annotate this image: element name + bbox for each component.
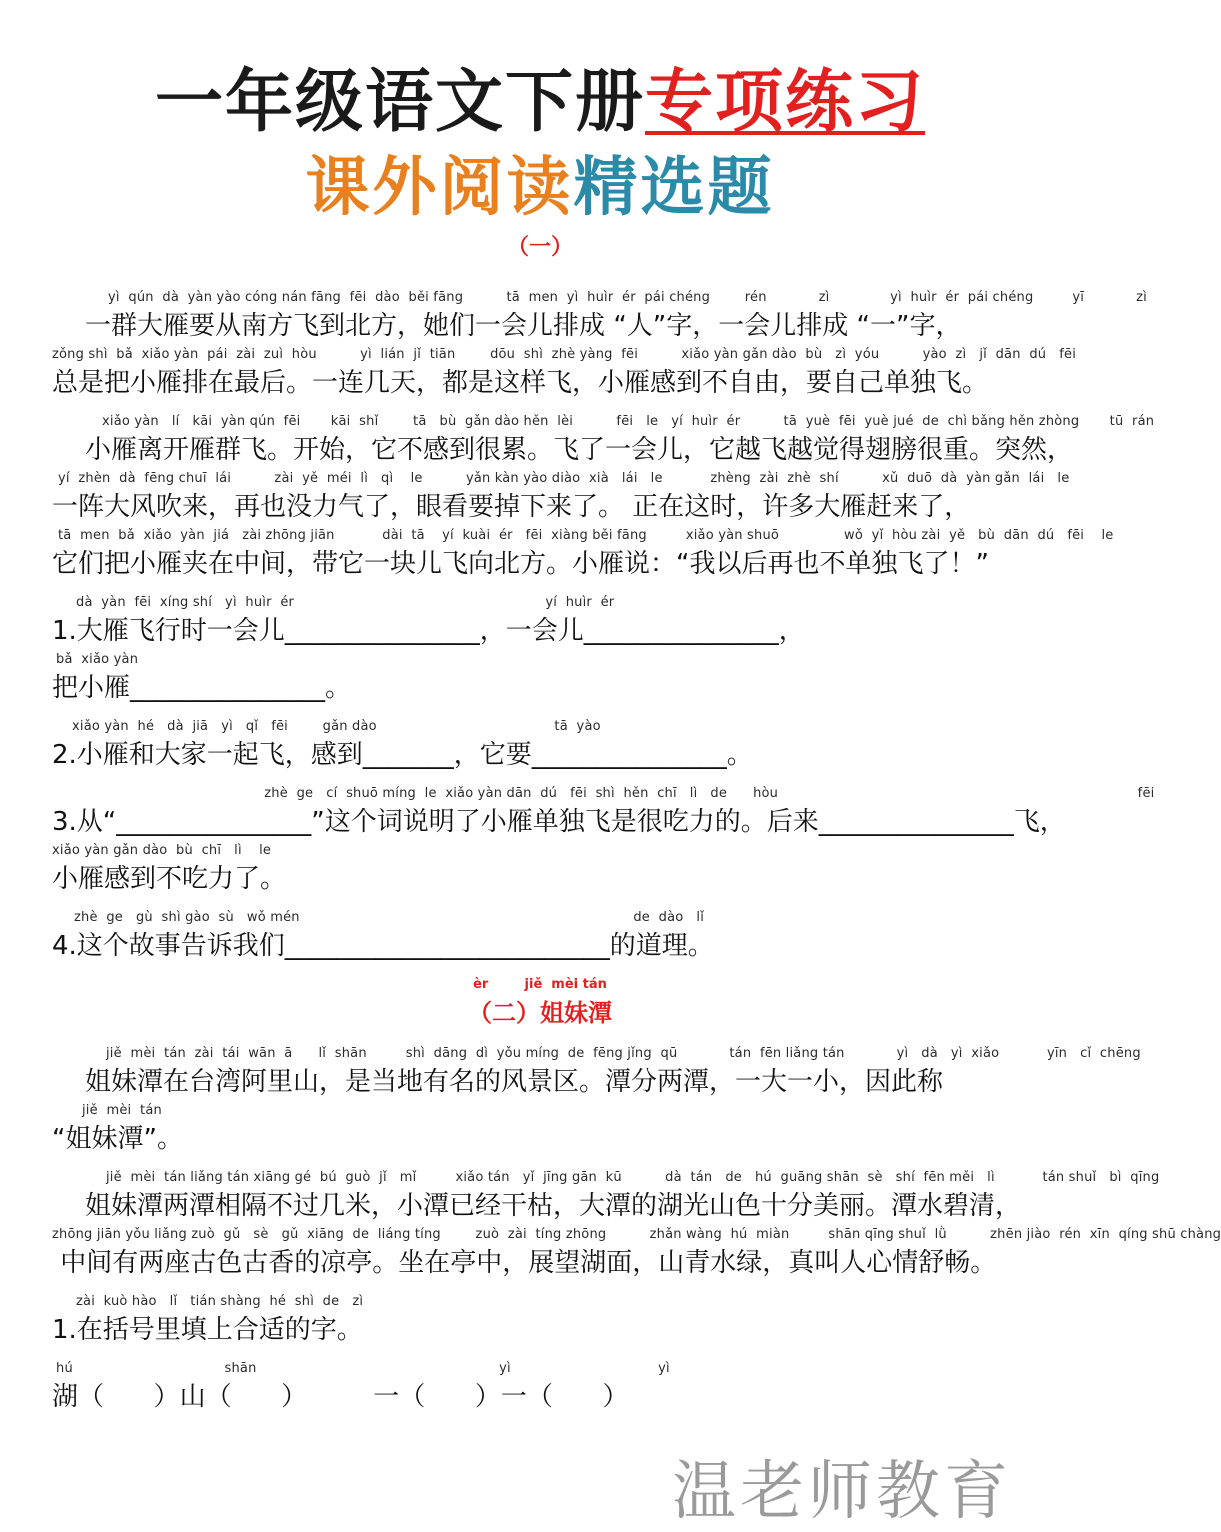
passage-line: 姐妹潭两潭相隔不过几米，小潭已经干枯，大潭的湖光山色十分美丽。潭水碧清， [52,1191,1022,1221]
pinyin-line: yí zhèn dà fēng chuī lái zài yě méi lì qì le yǎn kàn yào diào xià lái le zhèng zài zhè shí xǔ duō dà yàn gǎn lái le [58,471,1070,486]
question-1-cont: 把小雁_______________。 [52,673,352,703]
pinyin-line: zài kuò hào lǐ tián shàng hé shì de zì [76,1294,364,1309]
passage-line: 一阵大风吹来，再也没力气了，眼看要掉下来了。 正在这时，许多大雁赶来了， [52,492,971,522]
passage-line: 中间有两座古色古香的凉亭。坐在亭中，展望湖面，山青水绿，真叫人心情舒畅。 [52,1248,997,1278]
passage-line: 小雁离开雁群飞。开始，它不感到很累。飞了一会儿，它越飞越觉得翅膀很重。突然， [52,435,1074,465]
passage-line: 它们把小雁夹在中间，带它一块儿飞向北方。小雁说：“我以后再也不单独飞了！” [52,549,989,579]
pinyin-line: hú shān yì yì [56,1361,670,1376]
watermark: 温老师教育 [672,1455,1012,1529]
subtitle-char: 课 [305,151,373,225]
pinyin-line: zhè ge gù shì gào sù wǒ mén de dào lǐ [74,910,705,925]
passage-line: 总是把小雁排在最后。一连几天，都是这样飞，小雁感到不自由，要自己单独飞。 [52,368,989,398]
subtitle-char: 外 [372,151,440,225]
pinyin-line: zhōng jiān yǒu liǎng zuò gǔ sè gǔ xiāng de liáng tíng zuò zài tíng zhōng zhǎn wàng hú miàn shān qīng shuǐ lǜ zhēn jiào rén xīn qíng shū chàng [52,1227,1221,1242]
pinyin-line: zǒng shì bǎ xiǎo yàn pái zài zuì hòu yì lián jǐ tiān dōu shì zhè yàng fēi xiǎo yàn gǎn dào bù zì yóu yào zì jǐ dān dú fēi [52,347,1076,362]
pinyin-line: jiě mèi tán zài tái wān ā lǐ shān shì dāng dì yǒu míng de fēng jǐng qū tán fēn liǎng tán yì dà yì xiǎo yīn cǐ chēng [106,1046,1141,1061]
subtitle-char: 阅 [439,151,507,225]
question-3-cont: 小雁感到不吃力了。 [52,864,287,894]
pinyin-line: jiě mèi tán liǎng tán xiāng gé bú guò jǐ mǐ xiǎo tán yǐ jīng gān kū dà tán de hú guāng shān sè shí fēn měi lì tán shuǐ bì qīng [106,1170,1160,1185]
page-title [0,48,1080,145]
pinyin-line: yì qún dà yàn yào cóng nán fāng fēi dào běi fāng tā men yì huìr ér pái chéng rén zì yì huìr ér pái chéng yī zì [108,290,1147,305]
fill-in-blanks: 湖（ ）山（ ） 一（ ）一（ ） [52,1382,629,1412]
pinyin-line: dà yàn fēi xíng shí yì huìr ér yí huìr ér [76,595,615,610]
question-3: 3.从“_______________”这个词说明了小雁单独飞是很吃力的。后来_______________飞， [52,807,1066,837]
subtitle-char: 精 [573,151,641,225]
subtitle-char: 题 [707,151,775,225]
question-2: 2.小雁和大家一起飞，感到_______，它要_______________。 [52,740,753,770]
section-1-label: （一） [506,235,573,260]
section-2-pinyin: èr jiě mèi tán [473,977,607,992]
question-4: 4.这个故事告诉我们_________________________的道理。 [52,931,714,961]
title-main: 一年级语文下册 [154,63,645,142]
pinyin-line: jiě mèi tán [82,1103,162,1118]
question-1: 1.大雁飞行时一会儿_______________，一会儿_______________， [52,616,805,646]
page-subtitle [0,136,1080,228]
pinyin-line: xiǎo yàn lí kāi yàn qún fēi kāi shǐ tā bù gǎn dào hěn lèi fēi le yí huìr ér tā yuè fēi yuè jué de chì bǎng hěn zhòng tū rán [102,414,1155,429]
passage-line: “姐妹潭”。 [52,1124,183,1154]
pinyin-line: xiǎo yàn gǎn dào bù chī lì le [52,843,272,858]
pinyin-line: tā men bǎ xiǎo yàn jiá zài zhōng jiān dài tā yí kuài ér fēi xiàng běi fāng xiǎo yàn shuō wǒ yǐ hòu zài yě bù dān dú fēi le [58,528,1114,543]
question-1: 1.在括号里填上合适的字。 [52,1315,363,1345]
pinyin-line: zhè ge cí shuō míng le xiǎo yàn dān dú fēi shì hěn chī lì de hòu fēi [52,786,1155,801]
section-2-label: （二）姐妹潭 [468,999,612,1027]
subtitle-char: 选 [640,151,708,225]
passage-line: 姐妹潭在台湾阿里山，是当地有名的风景区。潭分两潭，一大一小，因此称 [52,1067,944,1097]
subtitle-char: 读 [506,151,574,225]
pinyin-line: bǎ xiǎo yàn [56,652,139,667]
pinyin-line: xiǎo yàn hé dà jiā yì qǐ fēi gǎn dào tā yào [72,719,601,734]
passage-line: 一群大雁要从南方飞到北方，她们一会儿排成 “人”字，一会儿排成 “一”字， [52,311,962,341]
title-accent: 专项练习 [645,63,926,142]
